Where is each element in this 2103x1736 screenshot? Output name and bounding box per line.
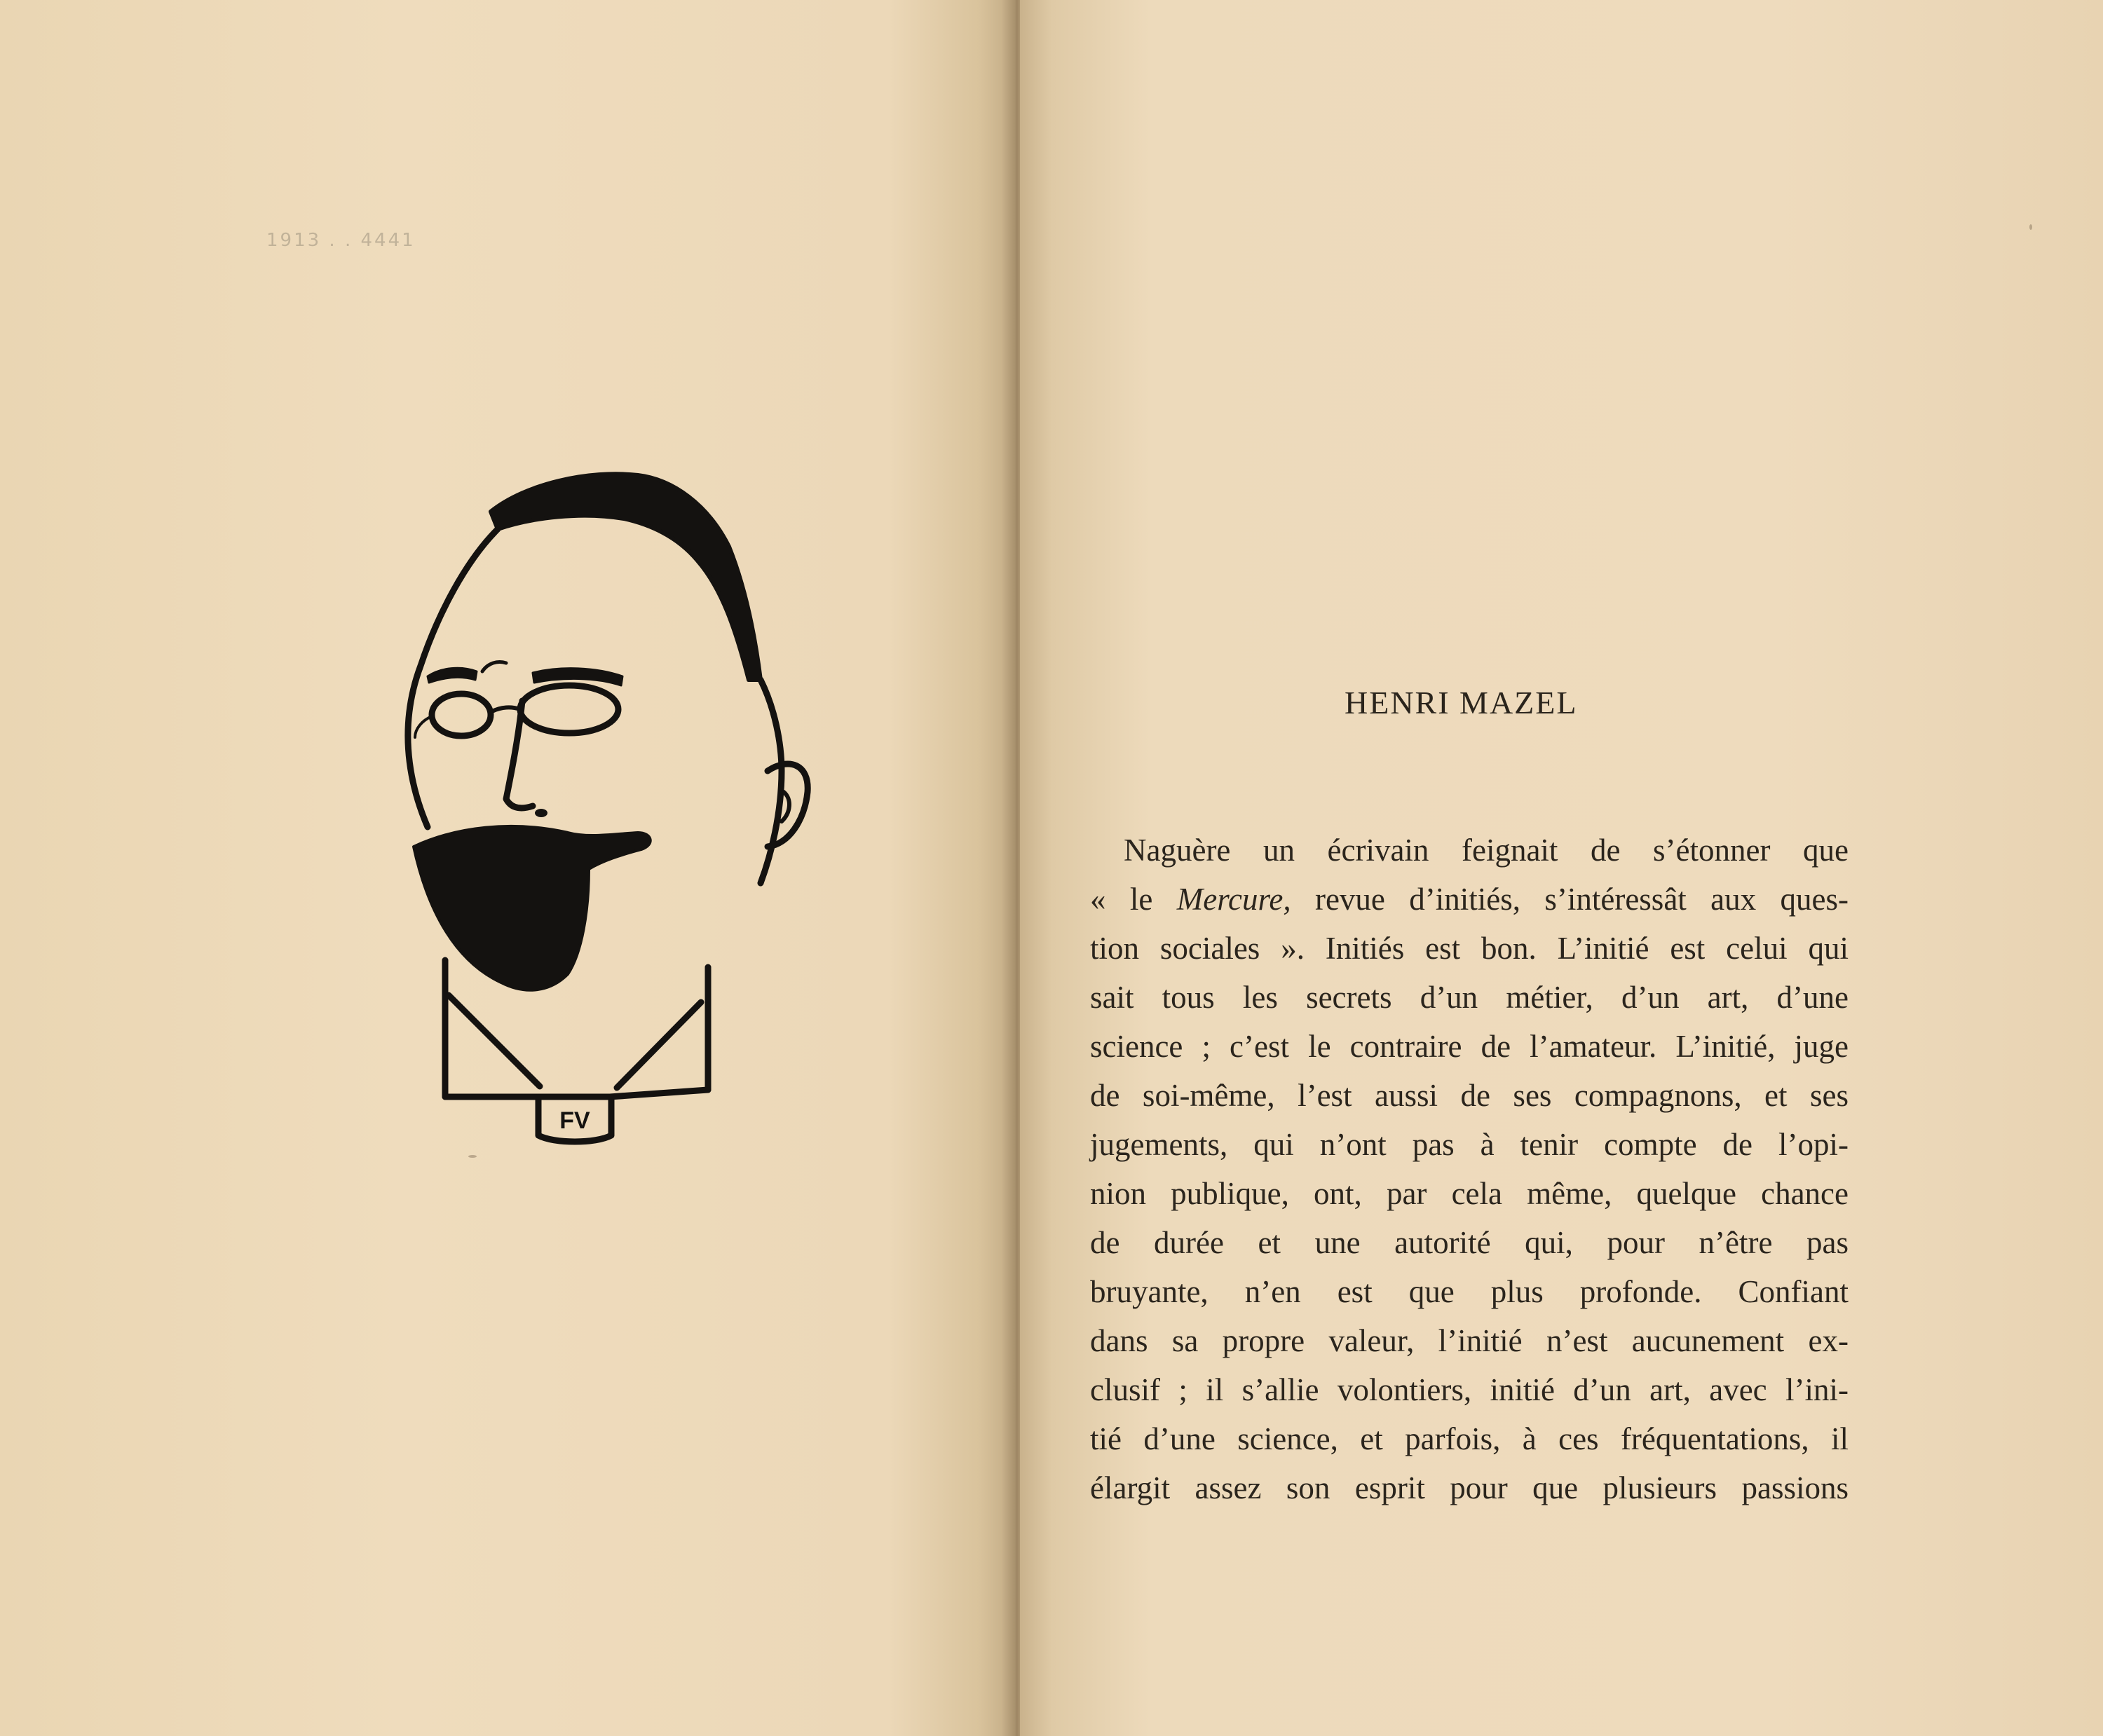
portrait-illustration	[379, 463, 869, 1170]
beard	[414, 826, 651, 990]
cheek-outline	[761, 680, 782, 883]
text-line: science ; c’est le contraire de l’amateur. L’initié, juge	[1090, 1029, 1849, 1064]
body-text	[1090, 826, 1849, 1512]
eyebrow-left	[428, 668, 477, 683]
text-line: tié d’une science, et parfois, à ces fréquentations, il	[1090, 1421, 1849, 1456]
text-line: de durée et une autorité qui, pour n’être pas	[1090, 1225, 1849, 1260]
glasses-right-lens	[520, 685, 618, 733]
text-line: dans sa propre valeur, l’initié n’est aucunement ex-	[1090, 1323, 1849, 1358]
monogram: FV	[559, 1107, 590, 1134]
left-page	[0, 0, 1009, 1736]
text-line: de soi-même, l’est aussi de ses compagnons, et ses	[1090, 1078, 1849, 1113]
glasses-left-lens	[432, 694, 491, 736]
collar	[445, 1090, 708, 1097]
text-line: bruyante, n’en est que plus profonde. Confiant	[1090, 1274, 1849, 1309]
text-line: clusif ; il s’allie volontiers, initié d’un art, avec l’ini-	[1090, 1372, 1849, 1407]
hair	[491, 474, 761, 680]
text-line: « le Mercure, revue d’initiés, s’intéressât aux ques-	[1090, 882, 1849, 917]
page-title: HENRI MAZEL	[1345, 685, 1578, 720]
pencil-annotation: 1913 . . 4441	[266, 230, 416, 251]
text-line: élargit assez son esprit pour que plusieurs passions	[1090, 1470, 1849, 1505]
text-line: sait tous les secrets d’un métier, d’un art, d’une	[1090, 980, 1849, 1015]
text-line: tion sociales ». Initiés est bon. L’initié est celui qui	[1090, 931, 1849, 966]
text-line: jugements, qui n’ont pas à tenir compte de l’opi-	[1090, 1127, 1849, 1162]
text-line: nion publique, ont, par cela même, quelque chance	[1090, 1176, 1849, 1211]
journal-title: Mercure,	[1176, 882, 1291, 917]
text-line: Naguère un écrivain feignait de s’étonner que	[1124, 833, 1849, 868]
